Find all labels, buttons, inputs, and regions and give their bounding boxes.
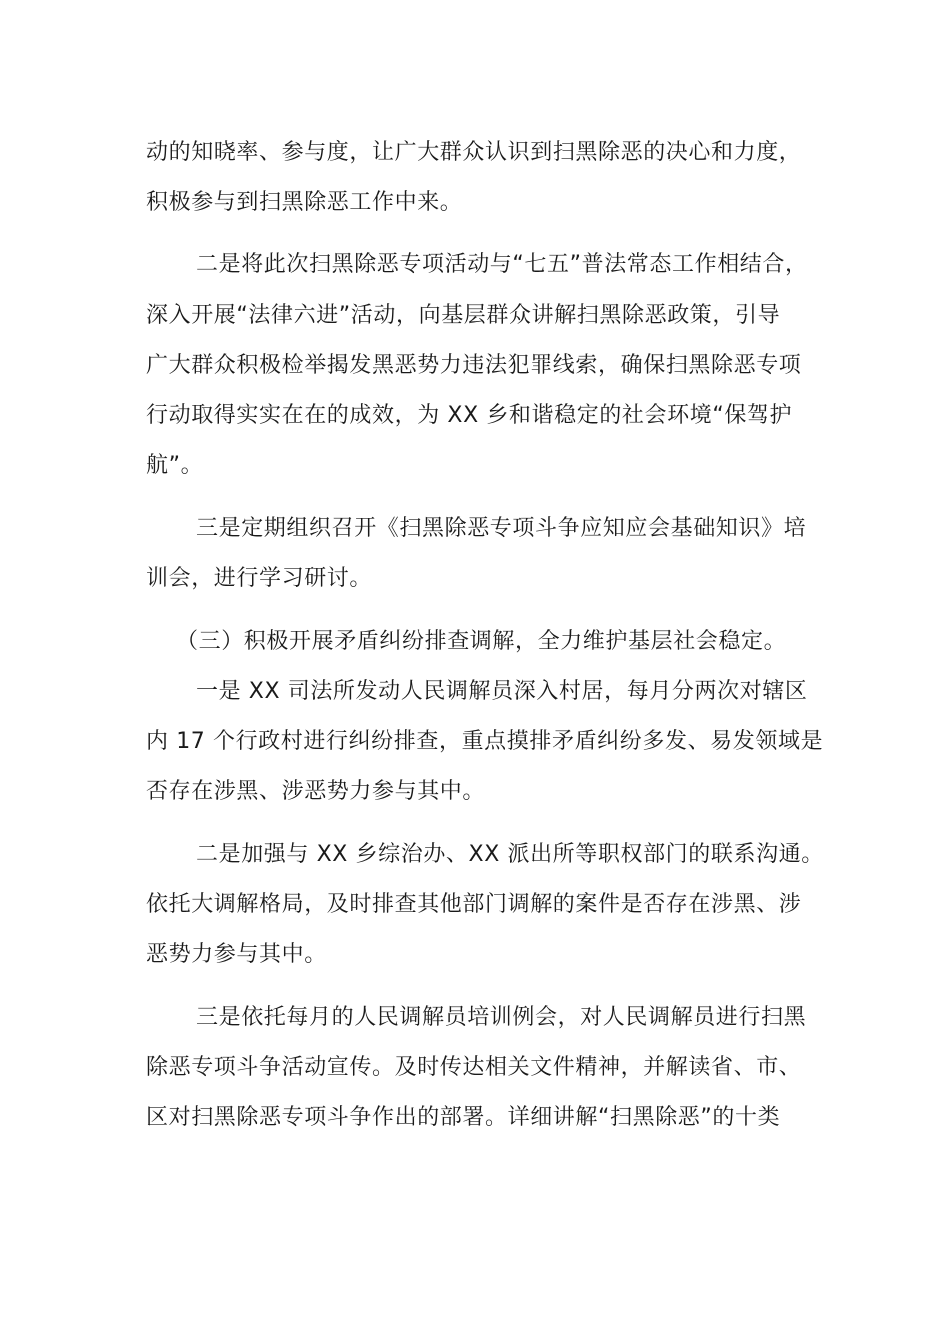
paragraph-line: 动的知晓率、参与度，让广大群众认识到扫黑除恶的决心和力度， <box>146 140 802 165</box>
section-heading: （三）积极开展矛盾纠纷排查调解，全力维护基层社会稳定。 <box>176 629 787 654</box>
paragraph-line: 广大群众积极检举揭发黑恶势力违法犯罪线索，确保扫黑除恶专项 <box>146 353 802 378</box>
paragraph-line: 积极参与到扫黑除恶工作中来。 <box>146 190 463 215</box>
paragraph-line: 行动取得实实在在的成效，为 XX 乡和谐稳定的社会环境“保驾护 <box>146 403 793 428</box>
paragraph-line: 否存在涉黑、涉恶势力参与其中。 <box>146 779 486 804</box>
paragraph-line: 二是加强与 XX 乡综治办、XX 派出所等职权部门的联系沟通。 <box>196 842 824 867</box>
paragraph-line: 三是依托每月的人民调解员培训例会，对人民调解员进行扫黑 <box>196 1005 807 1030</box>
paragraph-line: 内 17 个行政村进行纠纷排查，重点摸排矛盾纠纷多发、易发领域是 <box>146 729 824 754</box>
paragraph-line: 航”。 <box>146 453 204 478</box>
paragraph-line: 依托大调解格局，及时排查其他部门调解的案件是否存在涉黑、涉 <box>146 892 802 917</box>
paragraph-line: 一是 XX 司法所发动人民调解员深入村居，每月分两次对辖区 <box>196 679 808 704</box>
paragraph-line: 区对扫黑除恶专项斗争作出的部署。详细讲解“扫黑除恶”的十类 <box>146 1105 781 1130</box>
paragraph-line: 恶势力参与其中。 <box>146 942 327 967</box>
paragraph-line: 除恶专项斗争活动宣传。及时传达相关文件精神，并解读省、市、 <box>146 1055 802 1080</box>
paragraph-line: 三是定期组织召开《扫黑除恶专项斗争应知应会基础知识》培 <box>196 516 807 541</box>
paragraph-line: 二是将此次扫黑除恶专项活动与“七五”普法常态工作相结合， <box>196 252 808 277</box>
paragraph-line: 深入开展“法律六进”活动，向基层群众讲解扫黑除恶政策，引导 <box>146 303 781 328</box>
paragraph-line: 训会，进行学习研讨。 <box>146 566 373 591</box>
